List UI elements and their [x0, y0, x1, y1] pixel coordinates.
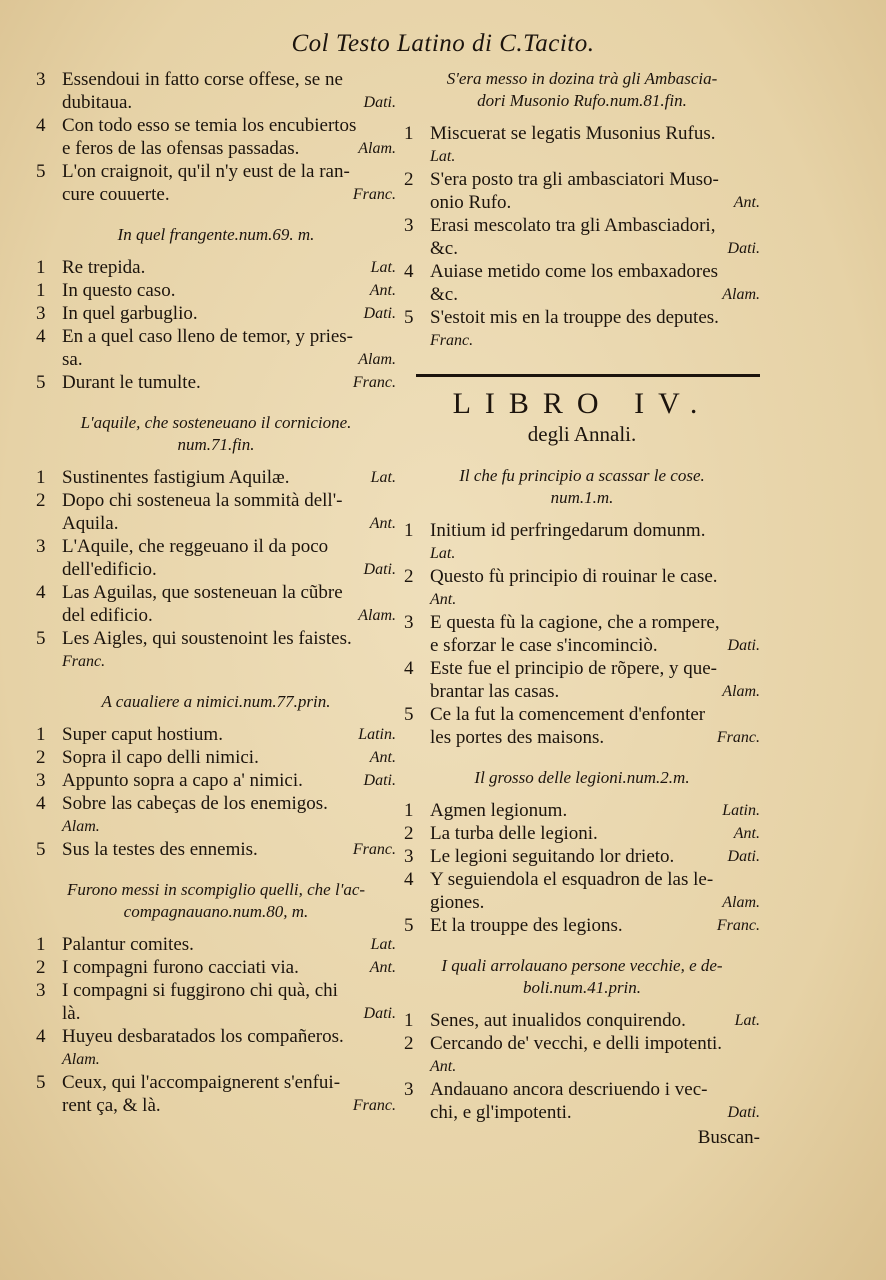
entry-number: 5	[36, 839, 46, 860]
entry-line	[430, 799, 760, 822]
entry-line	[62, 279, 396, 302]
source-label: Franc.	[716, 729, 760, 746]
entry-number: 3	[404, 215, 414, 236]
entry-text: chi, e gl'impotenti.	[430, 1102, 572, 1123]
source-label: Ant.	[733, 825, 760, 842]
source-label: Alam.	[358, 351, 396, 368]
entry-text: Miscuerat se legatis Musonius Rufus.	[430, 123, 716, 144]
entry-line	[62, 558, 396, 581]
entry-text: dubitaua.	[62, 92, 133, 113]
entry-number: 2	[36, 747, 46, 768]
entry-text: Sopra il capo delli nimici.	[62, 747, 259, 768]
entry-number: 3	[36, 69, 46, 90]
entry-number: 5	[404, 915, 414, 936]
section-heading	[404, 767, 760, 789]
entry-number: 3	[36, 980, 46, 1001]
entry-item	[36, 256, 396, 279]
heading-line: dori Musonio Rufo.num.81.fin.	[477, 91, 687, 110]
section-heading	[404, 465, 760, 509]
entry-line	[62, 256, 396, 279]
entry-number: 1	[36, 467, 46, 488]
book-title: LIBRO IV.	[452, 387, 712, 420]
entry-text: Palantur comites.	[62, 934, 194, 955]
source-label: Dati.	[363, 772, 396, 789]
entry-line	[430, 891, 760, 914]
entry-number: 4	[36, 326, 46, 347]
heading-line: In quel frangente.num.69. m.	[117, 225, 315, 244]
entry-text: dell'edificio.	[62, 559, 157, 580]
catchword: Buscan-	[697, 1127, 760, 1148]
entry-number: 1	[36, 724, 46, 745]
entry-line	[62, 1002, 396, 1025]
entry-text: Erasi mescolato tra gli Ambasciadori,	[430, 215, 716, 236]
heading-line: Il che fu principio a scassar le cose.	[459, 466, 705, 485]
source-label: Lat.	[370, 936, 396, 953]
entry-text: Huyeu desbaratados los compañeros.	[62, 1026, 344, 1047]
entry-text: S'era posto tra gli ambasciatori Muso-	[430, 169, 719, 190]
source-label: Latin.	[722, 802, 760, 819]
entry-number: 4	[404, 658, 414, 679]
entry-text: Sus la testes des ennemis.	[62, 839, 258, 860]
entry-item	[36, 466, 396, 489]
entry-number: 3	[36, 536, 46, 557]
entry-text: En a quel caso lleno de temor, y pries-	[62, 326, 354, 347]
entry-text: La turba delle legioni.	[430, 823, 598, 844]
running-header: Col Testo Latino di C.Tacito.	[291, 30, 595, 57]
entry-number: 5	[404, 307, 414, 328]
entry-text: les portes des maisons.	[430, 727, 605, 748]
entry-number: 4	[36, 793, 46, 814]
entry-item	[36, 723, 396, 746]
heading-line: num.1.m.	[550, 488, 614, 507]
source-label: Ant.	[369, 515, 396, 532]
entry-line	[430, 1101, 760, 1124]
entry-line	[430, 680, 760, 703]
entry-item	[36, 489, 396, 535]
heading-line: num.71.fin.	[177, 435, 255, 454]
heading-line: A caualiere a nimici.num.77.prin.	[101, 692, 331, 711]
entry-number: 2	[404, 566, 414, 587]
heading-line: L'aquile, che sosteneuano il cornicione.	[80, 413, 352, 432]
entry-item	[36, 279, 396, 302]
entry-text: là.	[62, 1003, 81, 1024]
entry-number: 1	[36, 257, 46, 278]
entry-number: 3	[36, 303, 46, 324]
entry-text: Le legioni seguitando lor drieto.	[430, 846, 675, 867]
source-label: Dati.	[727, 240, 760, 257]
source-label: Franc.	[352, 841, 396, 858]
entry-item	[36, 838, 396, 861]
entry-number: 5	[404, 704, 414, 725]
entry-item	[36, 535, 396, 581]
entry-text: Questo fù principio di rouinar le case.	[430, 566, 718, 587]
entry-item	[36, 68, 396, 114]
entry-number: 5	[36, 161, 46, 182]
entry-text: Agmen legionum.	[430, 800, 568, 821]
heading-line: I quali arrolauano persone vecchie, e de-	[441, 956, 723, 975]
entry-item	[404, 914, 760, 937]
entry-text: L'Aquile, che reggeuano il da poco	[62, 536, 329, 557]
entry-number: 3	[404, 612, 414, 633]
entry-line	[62, 1094, 396, 1117]
heading-line: boli.num.41.prin.	[522, 978, 642, 997]
source-label: Franc.	[352, 186, 396, 203]
entry-item	[404, 260, 760, 306]
entry-number: 3	[404, 1079, 414, 1100]
entry-number: 2	[36, 957, 46, 978]
section-heading	[36, 879, 396, 923]
source-label: Franc.	[352, 374, 396, 391]
entry-text: Re trepida.	[62, 257, 146, 278]
entry-item	[404, 1032, 760, 1078]
entry-text: cure couuerte.	[62, 184, 170, 205]
entry-text: giones.	[430, 892, 485, 913]
source-label: Lat.	[430, 545, 456, 562]
entry-item	[36, 933, 396, 956]
entry-number: 1	[404, 520, 414, 541]
entry-text: Sobre las cabeças de los enemigos.	[62, 793, 328, 814]
entry-text: In questo caso.	[62, 280, 176, 301]
entry-text: Y seguiendola el esquadron de las le-	[430, 869, 714, 890]
entry-line	[62, 723, 396, 746]
entry-item	[404, 868, 760, 914]
entry-line	[430, 1009, 760, 1032]
entry-text: rent ça, & là.	[62, 1095, 161, 1116]
source-label: Lat.	[430, 148, 456, 165]
entry-line	[430, 914, 760, 937]
entry-item	[404, 845, 760, 868]
source-label: Alam.	[722, 894, 760, 911]
entry-text: Les Aigles, qui soustenoint les faistes.	[62, 628, 352, 649]
entry-text: In quel garbuglio.	[62, 303, 198, 324]
entry-item	[36, 746, 396, 769]
source-label: Ant.	[733, 194, 760, 211]
section-heading	[36, 224, 396, 246]
entry-line	[430, 845, 760, 868]
entry-line	[62, 137, 396, 160]
entry-item	[404, 122, 760, 168]
entry-text: Dopo chi sosteneua la sommità dell'-	[62, 490, 343, 511]
source-label: Dati.	[727, 637, 760, 654]
entry-item	[36, 371, 396, 394]
left-column	[36, 68, 396, 1117]
entry-line	[62, 838, 396, 861]
source-label: Dati.	[363, 94, 396, 111]
entry-text: Initium id perfringedarum domunm.	[430, 520, 706, 541]
entry-number: 5	[36, 628, 46, 649]
source-label: Franc.	[716, 917, 760, 934]
entry-number: 4	[36, 115, 46, 136]
section-heading	[404, 68, 760, 112]
entry-line	[62, 512, 396, 535]
entry-item	[404, 1078, 760, 1124]
section-heading	[36, 691, 396, 713]
source-label: Alam.	[62, 1051, 100, 1068]
entry-number: 1	[404, 800, 414, 821]
entry-number: 5	[36, 372, 46, 393]
heading-line: Furono messi in scompiglio quelli, che l'ac-	[66, 880, 366, 899]
entry-text: &c.	[430, 238, 458, 259]
entry-text: brantar las casas.	[430, 681, 560, 702]
entry-text: Senes, aut inualidos conquirendo.	[430, 1010, 686, 1031]
heading-line: S'era messo in dozina trà gli Ambascia-	[446, 69, 718, 88]
entry-text: I compagni si fuggirono chi quà, chi	[62, 980, 338, 1001]
entry-number: 2	[36, 490, 46, 511]
entry-text: e feros de las ofensas passadas.	[62, 138, 300, 159]
entry-item	[36, 1025, 396, 1071]
entry-line	[62, 604, 396, 627]
entry-line	[62, 466, 396, 489]
entry-line	[62, 769, 396, 792]
entry-line	[62, 371, 396, 394]
source-label: Alam.	[722, 683, 760, 700]
entry-line	[62, 302, 396, 325]
source-label: Ant.	[430, 591, 457, 608]
entry-text: Cercando de' vecchi, e delli impotenti.	[430, 1033, 723, 1054]
source-label: Dati.	[727, 1104, 760, 1121]
source-label: Dati.	[727, 848, 760, 865]
source-label: Lat.	[734, 1012, 760, 1029]
entry-item	[36, 1071, 396, 1117]
source-label: Lat.	[370, 259, 396, 276]
entry-number: 1	[404, 1010, 414, 1031]
entry-item	[36, 792, 396, 838]
entry-number: 1	[36, 280, 46, 301]
entry-item	[36, 627, 396, 673]
entry-text: E questa fù la cagione, che a rompere,	[430, 612, 720, 633]
entry-line	[430, 634, 760, 657]
entry-text: onio Rufo.	[430, 192, 512, 213]
source-label: Dati.	[363, 305, 396, 322]
section-heading	[36, 412, 396, 456]
entry-number: 2	[404, 1033, 414, 1054]
heading-line: compagnauano.num.80, m.	[123, 902, 309, 921]
entry-item	[404, 306, 760, 352]
entry-text: del edificio.	[62, 605, 153, 626]
entry-text: Durant le tumulte.	[62, 372, 201, 393]
entry-text: L'on craignoit, qu'il n'y eust de la ran-	[62, 161, 350, 182]
entry-item	[404, 822, 760, 845]
entry-number: 4	[36, 582, 46, 603]
entry-text: Aquila.	[62, 513, 119, 534]
entry-line	[62, 956, 396, 979]
source-label: Franc.	[352, 1097, 396, 1114]
section-rule	[416, 374, 760, 377]
entry-line	[430, 237, 760, 260]
entry-line	[430, 283, 760, 306]
book-subtitle: degli Annali.	[527, 422, 637, 446]
entry-line	[62, 183, 396, 206]
source-label: Ant.	[369, 749, 396, 766]
entry-item	[404, 168, 760, 214]
entry-number: 3	[36, 770, 46, 791]
source-label: Franc.	[62, 653, 106, 670]
source-label: Alam.	[358, 607, 396, 624]
source-label: Dati.	[363, 561, 396, 578]
entry-line	[62, 91, 396, 114]
entry-number: 4	[404, 261, 414, 282]
entry-item	[36, 325, 396, 371]
entry-item	[404, 799, 760, 822]
entry-item	[404, 519, 760, 565]
entry-item	[36, 160, 396, 206]
entry-item	[36, 956, 396, 979]
source-label: Alam.	[358, 140, 396, 157]
entry-text: Sustinentes fastigium Aquilæ.	[62, 467, 290, 488]
entry-text: S'estoit mis en la trouppe des deputes.	[430, 307, 719, 328]
entry-text: Con todo esso se temia los encubiertos	[62, 115, 357, 136]
entry-number: 2	[404, 823, 414, 844]
entry-item	[36, 302, 396, 325]
entry-line	[430, 191, 760, 214]
entry-item	[36, 979, 396, 1025]
entry-line	[430, 822, 760, 845]
entry-text: Este fue el principio de rõpere, y que-	[430, 658, 717, 679]
entry-item	[36, 769, 396, 792]
entry-number: 1	[404, 123, 414, 144]
entry-text: e sforzar le case s'incominciò.	[430, 635, 658, 656]
entry-line	[62, 348, 396, 371]
entry-text: Et la trouppe des legions.	[430, 915, 623, 936]
right-column	[404, 68, 760, 1149]
source-label: Alam.	[62, 818, 100, 835]
entry-item	[404, 214, 760, 260]
entry-text: Las Aguilas, que sosteneuan la cũbre	[62, 582, 343, 603]
source-label: Franc.	[430, 332, 474, 349]
entry-text: I compagni furono cacciati via.	[62, 957, 299, 978]
entry-item	[404, 1009, 760, 1032]
entry-text: Ceux, qui l'accompaignerent s'enfui-	[62, 1072, 341, 1093]
source-label: Ant.	[430, 1058, 457, 1075]
heading-line: Il grosso delle legioni.num.2.m.	[474, 768, 690, 787]
entry-text: Essendoui in fatto corse offese, se ne	[62, 69, 343, 90]
entry-item	[404, 565, 760, 611]
entry-item	[404, 657, 760, 703]
entry-number: 1	[36, 934, 46, 955]
entry-item	[36, 581, 396, 627]
entry-number: 4	[404, 869, 414, 890]
entry-item	[404, 611, 760, 657]
source-label: Lat.	[370, 469, 396, 486]
source-label: Latin.	[358, 726, 396, 743]
entry-item	[36, 114, 396, 160]
section-heading	[404, 955, 760, 999]
entry-line	[430, 726, 760, 749]
source-label: Alam.	[722, 286, 760, 303]
entry-text: Super caput hostium.	[62, 724, 223, 745]
entry-text: Ce la fut la comencement d'enfonter	[430, 704, 706, 725]
entry-number: 2	[404, 169, 414, 190]
entry-text: Appunto sopra a capo a' nimici.	[62, 770, 303, 791]
entry-text: sa.	[62, 349, 83, 370]
entry-number: 5	[36, 1072, 46, 1093]
entry-text: Andauano ancora descriuendo i vec-	[430, 1079, 708, 1100]
source-label: Dati.	[363, 1005, 396, 1022]
entry-line	[62, 746, 396, 769]
entry-line	[62, 933, 396, 956]
source-label: Ant.	[369, 282, 396, 299]
entry-number: 4	[36, 1026, 46, 1047]
entry-text: &c.	[430, 284, 458, 305]
source-label: Ant.	[369, 959, 396, 976]
entry-text: Auiase metido come los embaxadores	[430, 261, 719, 282]
entry-item	[404, 703, 760, 749]
entry-number: 3	[404, 846, 414, 867]
